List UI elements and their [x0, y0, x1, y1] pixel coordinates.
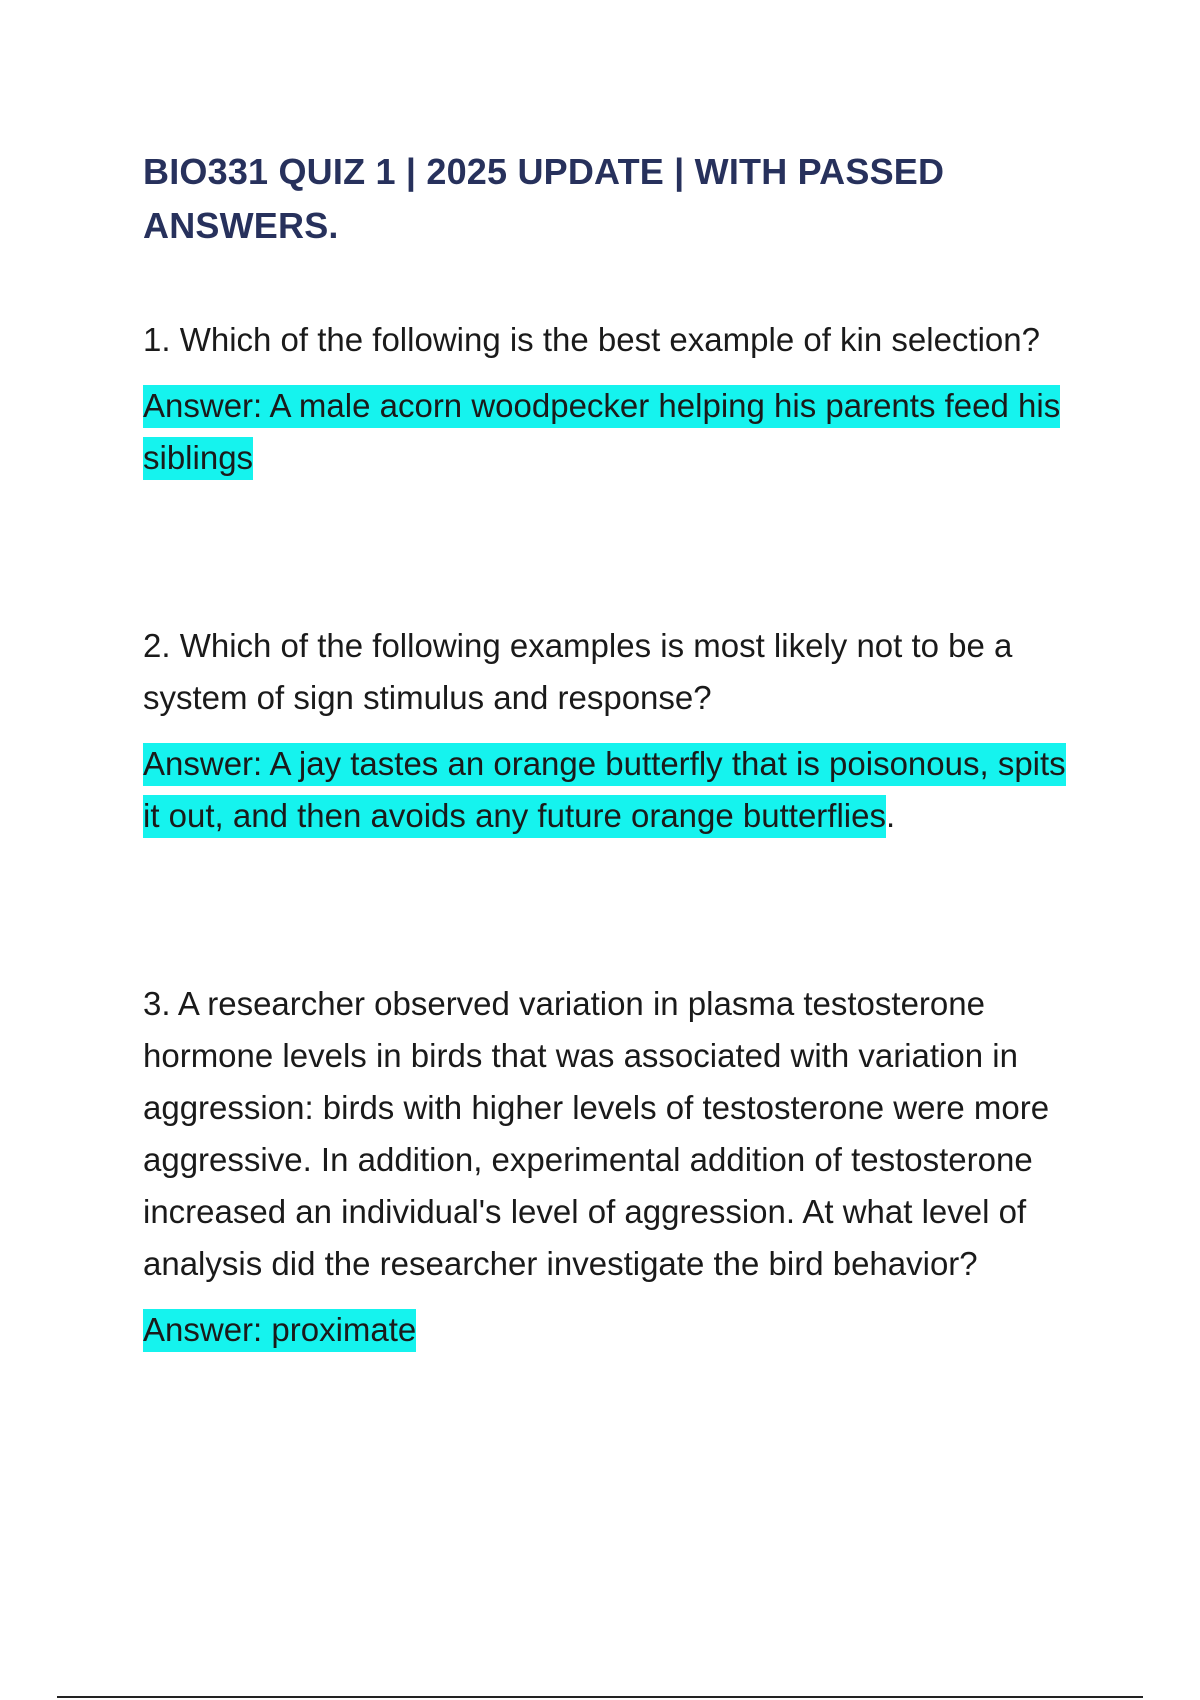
answer-highlight: Answer: proximate — [143, 1309, 416, 1352]
answer-highlight: Answer: A male acorn woodpecker helping his parents feed his siblings — [143, 385, 1060, 480]
question-block-2 — [143, 620, 1083, 842]
answer-line — [143, 1304, 1083, 1356]
question-block-1 — [143, 314, 1083, 484]
question-text: 3. A researcher observed variation in plasma testosterone hormone levels in birds that was associated with variation in aggression: birds with higher levels of testosterone were more aggressive. In addition, experimental addition of testosterone increased an individual's level of aggression. At what level of analysis did the researcher investigate the bird behavior? — [143, 985, 1050, 1282]
document-title: BIO331 QUIZ 1 | 2025 UPDATE | WITH PASSED ANSWERS. — [143, 151, 945, 246]
answer-highlight: Answer: A jay tastes an orange butterfly that is poisonous, spits it out, and then avoids any future orange butterflies — [143, 743, 1066, 838]
question-text: 1. Which of the following is the best example of kin selection? — [143, 321, 1040, 358]
answer-suffix: . — [885, 797, 896, 834]
answer-line — [143, 380, 1083, 484]
question-block-3 — [143, 978, 1083, 1356]
footer-divider — [57, 1696, 1143, 1698]
answer-line — [143, 738, 1083, 842]
question-text: 2. Which of the following examples is most likely not to be a system of sign stimulus and response? — [143, 627, 1013, 716]
